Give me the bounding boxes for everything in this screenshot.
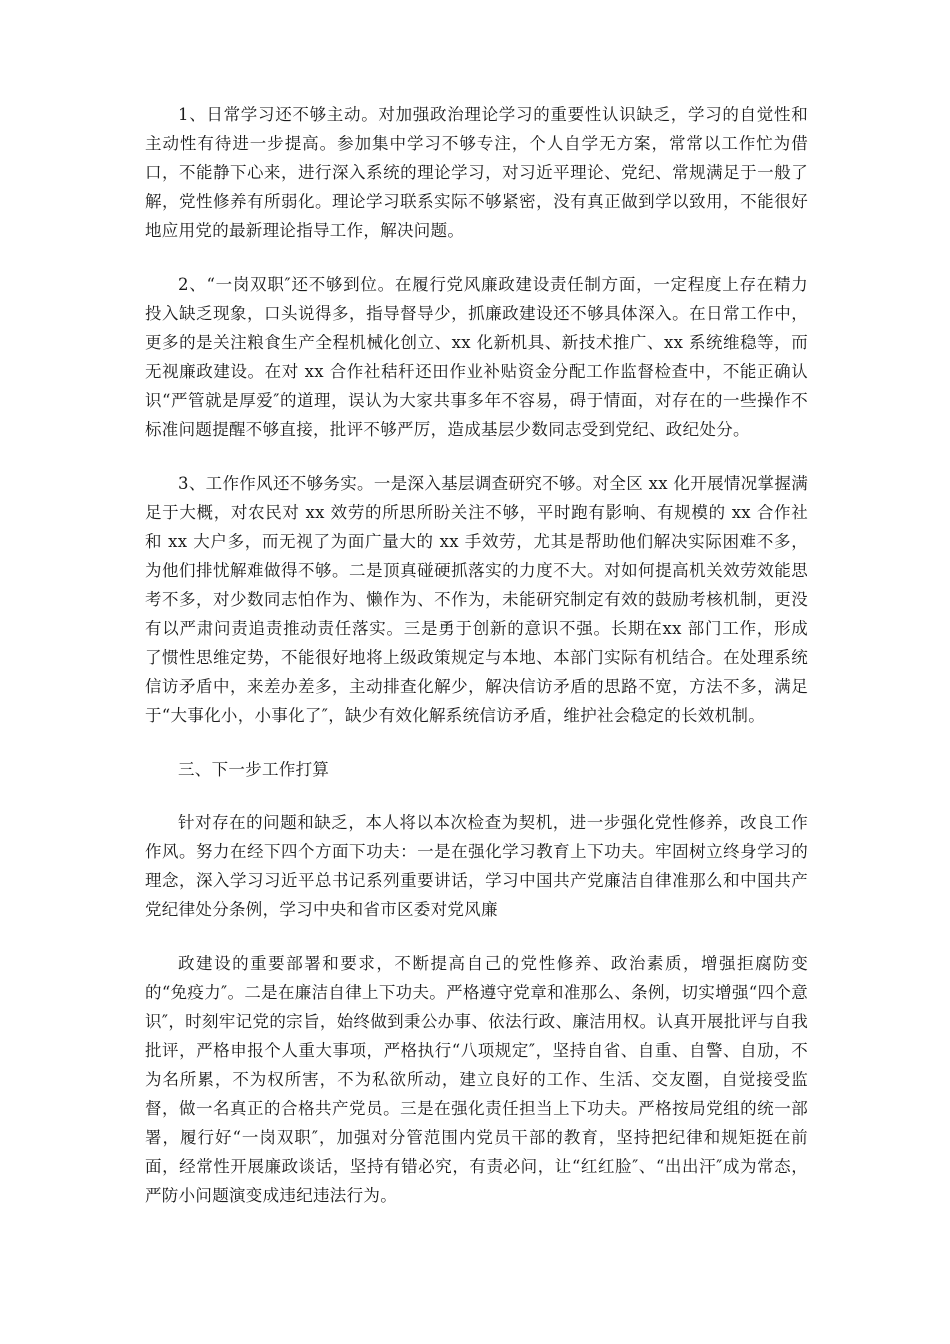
paragraph-5-plan-details: 政建设的重要部署和要求，不断提高自己的党性修养、政治素质，增强拒腐防变的“免疫力″。二是在廉洁自律上下功夫。严格遵守党章和准那么、条例，切实增强“四个意识″，时刻牢记党的宗旨，始终做到秉公办事、依法行政、廉洁用权。认真开展批评与自我批评，严格申报个人重大事项，严格执行“八项规定″，坚持自省、自重、自警、自劢，不为名所累，不为权所害，不为私欲所动，建立良好的工作、生活、交友圈，自觉接受监督，做一名真正的合格共产党员。三是在强化责任担当上下功夫。严格按局党组的统一部署，履行好“一岗双职″，加强对分管范围内党员干部的教育，坚持把纪律和规矩挺在前面，经常性开展廉政谈话，坚持有错必究，有责必问，让“红红脸″、“出出汗″成为常态，严防小问题演变成违纪违法行为。 (145, 954, 808, 1205)
paragraph-1-daily-study: 1、日常学习还不够主动。对加强政治理论学习的重要性认识缺乏，学习的自觉性和主动性有待进一步提高。参加集中学习不够专注，个人自学无方案，常常以工作忙为借口，不能静下心来，进行深入系统的理论学习，对习近平理论、党纪、常规满足于一般了解，党性修养有所弱化。理论学习联系实际不够紧密，没有真正做到学以致用，不能很好地应用党的最新理论指导工作，解决问题。 (145, 105, 808, 240)
paragraph-4-plan-intro: 针对存在的问题和缺乏，本人将以本次检查为契机，进一步强化党性修养，改良工作作风。努力在经下四个方面下功夫：一是在强化学习教育上下功夫。牢固树立终身学习的理念，深入学习习近平总书记系列重要讲话，学习中国共产党廉洁自律准那么和中国共产党纪律处分条例，学习中央和省市区委对党风廉 (145, 813, 808, 919)
section-heading-next-steps: 三、下一步工作打算 (178, 760, 330, 779)
paragraph-3-work-style: 3、工作作风还不够务实。一是深入基层调查研究不够。对全区 xx 化开展情况掌握满足于大概，对农民对 xx 效劳的所思所盼关注不够，平时跑有影响、有规模的 xx 合作社和 xx 大户多，而无视了为面广量大的 xx 手效劳，尤其是帮助他们解决实际困难不多，为他们排忧解难做得不够。二是顶真碰硬抓落实的力度不大。对如何提高机关效劳效能思考不多，对少数同志怕作为、懒作为、不作为，未能研究制定有效的鼓励考核机制，更没有以严肃问责追责推动责任落实。三是勇于创新的意识不强。长期在xx 部门工作，形成了惯性思维定势，不能很好地将上级政策规定与本地、本部门实际有机结合。在处理系统信访矛盾中，来差办差多，主动排查化解少，解决信访矛盾的思路不宽，方法不多，满足于“大事化小，小事化了″，缺少有效化解系统信访矛盾，维护社会稳定的长效机制。 (145, 474, 808, 725)
paragraph-2-one-post-two-duties: 2、“一岗双职″还不够到位。在履行党风廉政建设责任制方面，一定程度上存在精力投入缺乏现象，口头说得多，指导督导少，抓廉政建设还不够具体深入。在日常工作中，更多的是关注粮食生产全程机械化创立、xx 化新机具、新技术推广、xx 系统维稳等，而无视廉政建设。在对 xx 合作社秸秆还田作业补贴资金分配工作监督检查中，不能正确认识“严管就是厚爱″的道理，误认为大家共事多年不容易，碍于情面，对存在的一些操作不标准问题提醒不够直接，批评不够严厉，造成基层少数同志受到党纪、政纪处分。 (145, 275, 808, 439)
document-body (145, 100, 808, 1235)
